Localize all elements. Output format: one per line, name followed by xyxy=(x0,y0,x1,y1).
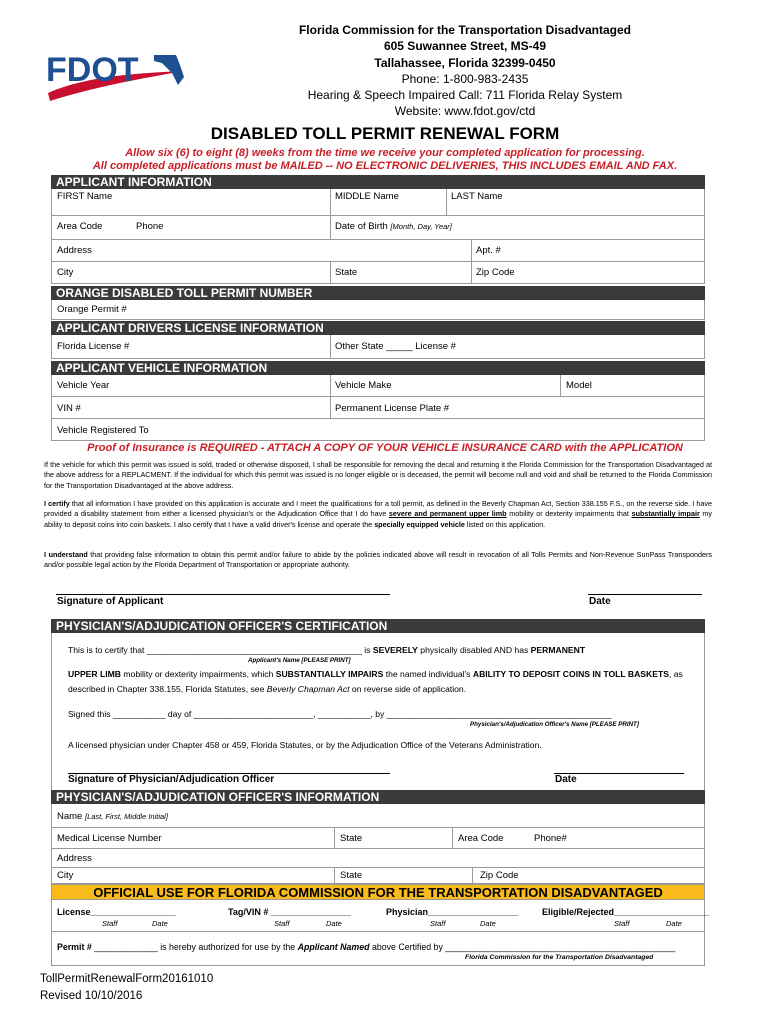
phys-license-row[interactable] xyxy=(51,828,705,849)
physician-staff-label: Staff xyxy=(430,919,446,928)
registered-row[interactable] xyxy=(51,419,705,441)
cert-box xyxy=(51,633,705,791)
phys-name-label: Name [Last, First, Middle Initial] xyxy=(57,811,168,822)
vehicle-row[interactable] xyxy=(51,375,705,397)
address-row[interactable] xyxy=(51,240,705,262)
official-eligible-field[interactable]: Eligible/Rejected___________________ xyxy=(542,907,710,917)
physician-name-hint: Physician's/Adjudication Officer's Name [PLEASE PRINT] xyxy=(470,721,639,728)
vin-label: VIN # xyxy=(57,403,81,414)
applicant-date-label: Date xyxy=(589,596,611,607)
dob-label: Date of Birth [Month, Day, Year] xyxy=(335,221,452,232)
phys-info-heading: PHYSICIAN'S/ADJUDICATION OFFICER'S INFORMATION xyxy=(51,790,705,804)
vin-row[interactable] xyxy=(51,397,705,419)
permit-authorization-row[interactable] xyxy=(51,932,705,966)
permit-authorization-text: Permit # _____________ is hereby authorized for use by the Applicant Named above Certified by _______________________________________________ xyxy=(57,942,676,952)
agency-street: 605 Suwannee Street, MS-49 xyxy=(383,39,547,54)
phone-dob-row[interactable] xyxy=(51,216,705,240)
agency-website: Website: www.fdot.gov/ctd xyxy=(394,104,536,119)
phone-label: Phone xyxy=(136,221,164,232)
florida-license-label: Florida License # xyxy=(57,341,130,352)
phys-state2-label: State xyxy=(340,870,363,881)
form-title: DISABLED TOLL PERMIT RENEWAL FORM xyxy=(210,124,560,143)
applicant-signature-line[interactable] xyxy=(56,594,390,595)
phys-area-code-label: Area Code xyxy=(458,833,504,844)
agency-name: Florida Commission for the Transportation Disadvantaged xyxy=(298,23,632,37)
registered-to-label: Vehicle Registered To xyxy=(57,425,149,436)
understand-paragraph: I understand that providing false information to obtain this permit and/or failure to abide by the policies indicated above will result in revocation of all Tolls Permits and Non-Revenue SunPass Transponders and/or possible legal action by the Florida Department of Transportation or appropriate authority. xyxy=(44,550,712,570)
replacement-paragraph: If the vehicle for which this permit was issued is sold, traded or otherwise disposed, I shall be responsible for removing the decal and returning it the Florida Commission for the Transportation Disadvantaged at the above address for a REPLACMENT. If the individual for which this permit was issued is no longer eligible or is deceased, the permit will become null and void and shall be returned to the Florida Commission for the Transportation Disadvantaged at the above address. xyxy=(44,460,712,490)
official-use-row[interactable] xyxy=(51,900,710,932)
agency-header xyxy=(250,22,680,120)
vehicle-make-label: Vehicle Make xyxy=(335,380,392,391)
other-state-license-label: Other State _____ License # xyxy=(335,341,456,352)
license-staff-label: Staff xyxy=(102,919,118,928)
vehicle-model-label: Model xyxy=(566,380,592,391)
applicant-signature-label: Signature of Applicant xyxy=(57,596,164,607)
certify-paragraph: I certify that all information I have provided on this application is accurate and I meet the qualifications for a toll permit, as defined in the Beverly Chapman Act, Section 338.155 F.S., on the reverse side. I have provided a disability statement from either a licensed physician's or the Adjudication Office that I do have severe and permanent upper limb mobility or dexterity impairments that substantially impair my ability to deposit coins into coin baskets. I also certify that I have a valid driver's license and operate the specially equipped vehicle listed on this application. xyxy=(44,499,712,529)
revised-date: Revised 10/10/2016 xyxy=(40,990,143,1002)
phys-zip-label: Zip Code xyxy=(480,870,519,881)
apt-label: Apt. # xyxy=(476,245,501,256)
name-row[interactable] xyxy=(51,189,705,216)
form-id: TollPermitRenewalForm20161010 xyxy=(40,973,214,985)
phys-phone-label: Phone# xyxy=(534,833,567,844)
permit-heading: ORANGE DISABLED TOLL PERMIT NUMBER xyxy=(51,286,705,300)
tag-staff-label: Staff xyxy=(274,919,290,928)
license-heading: APPLICANT DRIVERS LICENSE INFORMATION xyxy=(51,321,705,335)
licensed-physician-text: A licensed physician under Chapter 458 or 459, Florida Statutes, or by the Adjudication Office of the Veterans Administration. xyxy=(68,740,542,750)
phys-city-label: City xyxy=(57,870,74,881)
fdot-logo xyxy=(44,47,192,105)
tag-date-label: Date xyxy=(326,919,342,928)
applicant-date-line[interactable] xyxy=(588,594,702,595)
official-license-field[interactable]: License_________________ xyxy=(57,907,176,917)
phys-state-label: State xyxy=(340,833,363,844)
official-physician-field[interactable]: Physician__________________ xyxy=(386,907,519,917)
physician-date-label: Date xyxy=(555,774,577,785)
phys-address-label: Address xyxy=(57,853,92,864)
official-tag-field[interactable]: Tag/VIN # ________________ xyxy=(228,907,351,917)
signed-this-line[interactable]: Signed this ___________ day of _________________________, ___________, by _______________________________________________ xyxy=(68,709,612,719)
applicant-name-hint: Applicant's Name [PLEASE PRINT] xyxy=(248,657,351,664)
phys-name-row[interactable] xyxy=(51,804,705,828)
mailing-notice: All completed applications must be MAILED -- NO ELECTRONIC DELIVERIES, THIS INCLUDES EMAIL AND FAX. xyxy=(92,160,678,172)
insurance-notice: Proof of Insurance is REQUIRED - ATTACH A COPY OF YOUR VEHICLE INSURANCE CARD with the APPLICATION xyxy=(87,442,683,454)
orange-permit-row[interactable] xyxy=(51,300,705,320)
city-label: City xyxy=(57,267,74,278)
fdot-logo-text: FDOT xyxy=(46,51,139,89)
medical-license-label: Medical License Number xyxy=(57,833,162,844)
license-date-label: Date xyxy=(152,919,168,928)
agency-city: Tallahassee, Florida 32399-0450 xyxy=(374,55,556,70)
orange-permit-label: Orange Permit # xyxy=(57,304,127,315)
physician-signature-label: Signature of Physician/Adjudication Officer xyxy=(68,774,275,785)
fdot-logo-icon xyxy=(44,47,192,105)
cert-line3: described in Chapter 338.155, Florida Statutes, see Beverly Chapman Act on reverse side of application. xyxy=(68,684,467,694)
vehicle-year-label: Vehicle Year xyxy=(57,380,110,391)
city-row[interactable] xyxy=(51,262,705,284)
official-use-heading: OFFICIAL USE FOR FLORIDA COMMISSION FOR THE TRANSPORTATION DISADVANTAGED xyxy=(51,884,705,900)
cert-line1: This is to certify that _____________________________________________ is SEVERELY physically disabled AND has PERMANENT xyxy=(68,645,586,655)
area-code-label: Area Code xyxy=(57,221,103,232)
cert-heading: PHYSICIAN'S/ADJUDICATION OFFICER'S CERTIFICATION xyxy=(51,619,705,633)
phys-address-row[interactable] xyxy=(51,849,705,868)
phys-city-row[interactable] xyxy=(51,868,705,884)
processing-notice: Allow six (6) to eight (8) weeks from the time we receive your completed application for processing. xyxy=(125,147,645,159)
agency-phone: Phone: 1-800-983-2435 xyxy=(401,71,529,86)
license-row[interactable] xyxy=(51,335,705,359)
vehicle-heading: APPLICANT VEHICLE INFORMATION xyxy=(51,361,705,375)
fcdt-hint: Florida Commission for the Transportation Disadvantaged xyxy=(465,954,654,961)
cert-line2: UPPER LIMB mobility or dexterity impairments, which SUBSTANTIALLY IMPAIRS the named individual's ABILITY TO DEPOSIT COINS IN TOLL BASKETS, as xyxy=(68,669,683,679)
address-label: Address xyxy=(57,245,92,256)
last-name-label: LAST Name xyxy=(451,191,503,202)
middle-name-label: MIDDLE Name xyxy=(335,191,399,202)
state-label: State xyxy=(335,267,358,278)
zip-label: Zip Code xyxy=(476,267,515,278)
first-name-label: FIRST Name xyxy=(57,191,113,202)
plate-label: Permanent License Plate # xyxy=(335,403,450,414)
applicant-info-heading: APPLICANT INFORMATION xyxy=(51,175,705,189)
eligible-date-label: Date xyxy=(666,919,682,928)
eligible-staff-label: Staff xyxy=(614,919,630,928)
agency-hearing: Hearing & Speech Impaired Call: 711 Florida Relay System xyxy=(307,88,623,103)
physician-date-label: Date xyxy=(480,919,496,928)
